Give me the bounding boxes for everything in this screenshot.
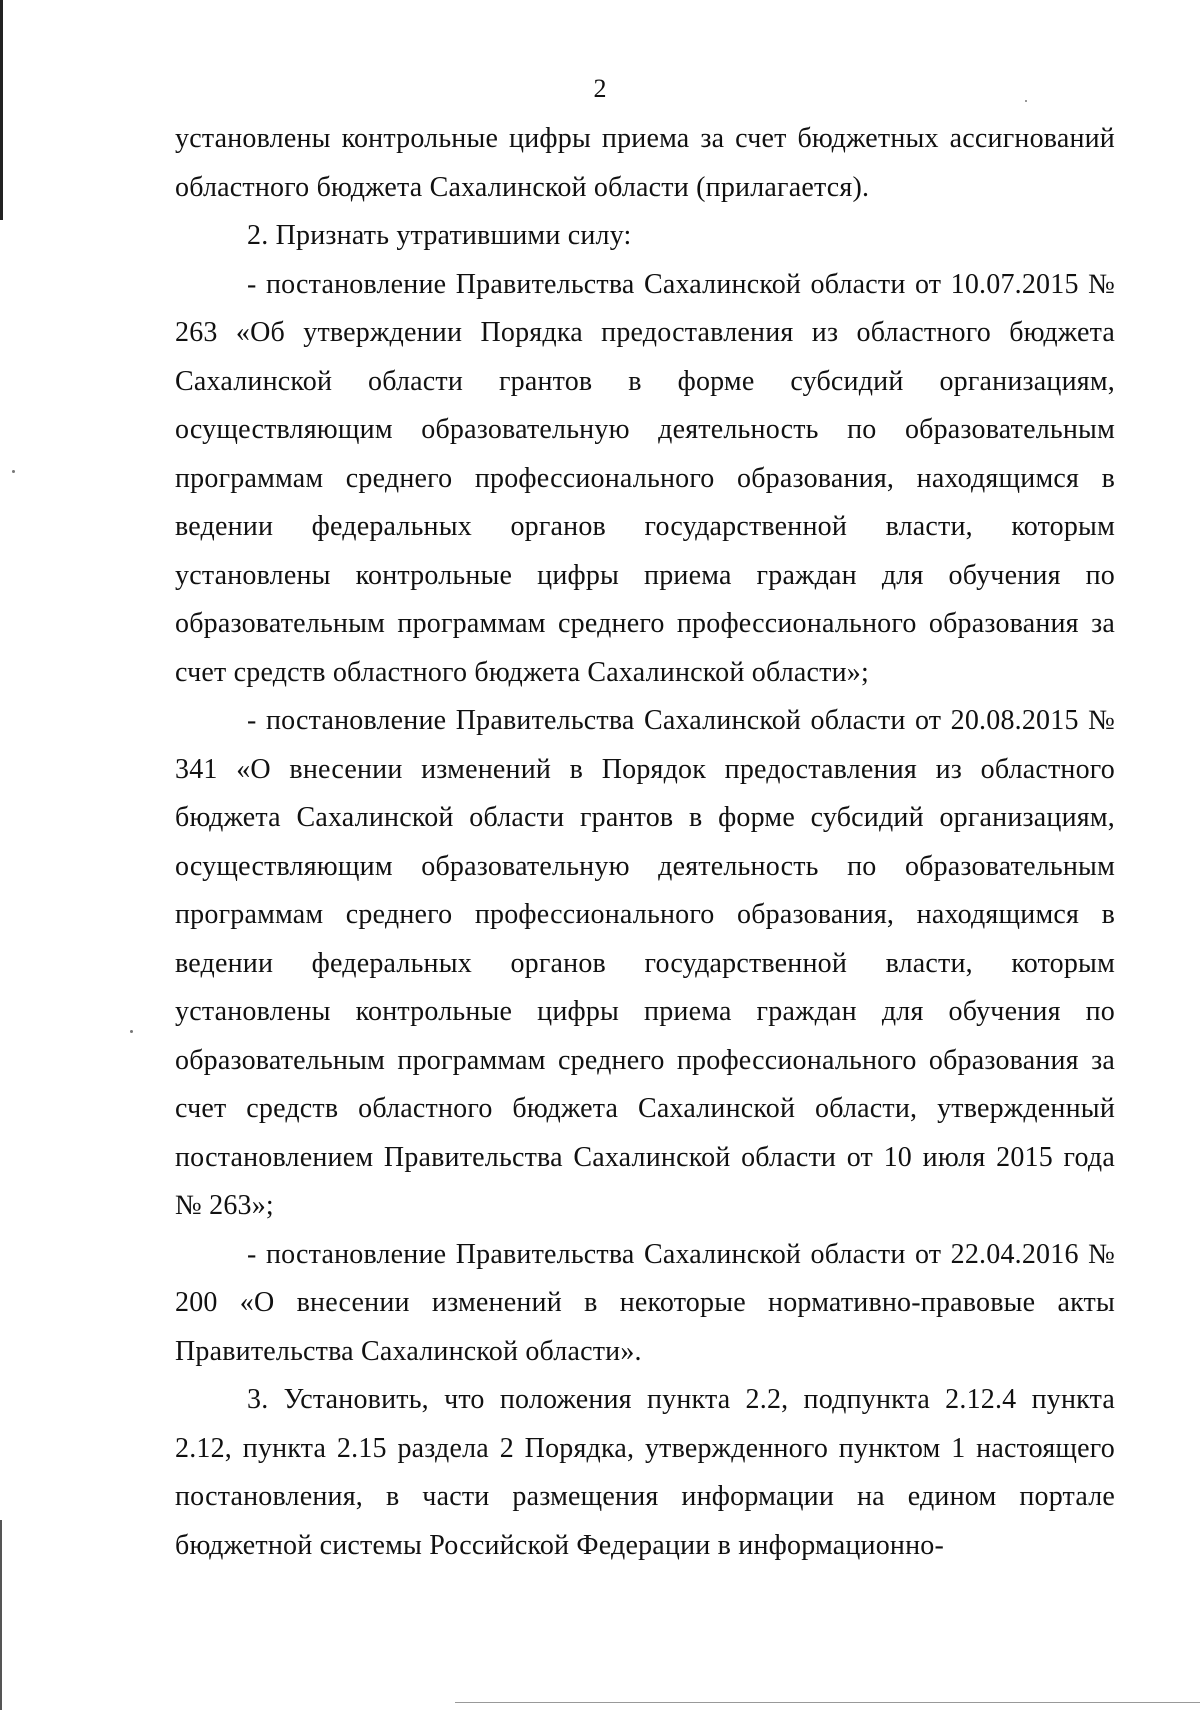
- scan-bottom-edge: [455, 1702, 1200, 1703]
- scan-speck: [1025, 100, 1027, 102]
- paragraph: - постановление Правительства Сахалинской области от 10.07.2015 № 263 «Об утверждении Порядка предоставления из областного бюджета Сахалинской области грантов в форме субсидий организациям, осуществляющим образовательную деятельность по образовательным программам среднего профессионального образования, находящимся в ведении федеральных органов государственной власти, которым установлены контрольные цифры приема граждан для обучения по образовательным программам среднего профессионального образования за счет средств областного бюджета Сахалинской области»;: [175, 268, 1115, 688]
- paragraph: 2. Признать утратившими силу:: [247, 220, 632, 251]
- paragraph: - постановление Правительства Сахалинской области от 22.04.2016 № 200 «О внесении изменений в некоторые нормативно-правовые акты Правительства Сахалинской области».: [175, 1238, 1115, 1367]
- scan-edge-mark: [0, 0, 3, 220]
- document-body: [175, 115, 1115, 1570]
- paragraph: 3. Установить, что положения пункта 2.2, подпункта 2.12.4 пункта 2.12, пункта 2.15 раздела 2 Порядка, утвержденного пунктом 1 настоящего постановления, в части размещения информации на едином портале бюджетной системы Российской Федерации в информационно-: [175, 1384, 1115, 1561]
- scan-edge-mark: [0, 1520, 2, 1710]
- paragraph: - постановление Правительства Сахалинской области от 20.08.2015 № 341 «О внесении изменений в Порядок предоставления из областного бюджета Сахалинской области грантов в форме субсидий организациям, осуществляющим образовательную деятельность по образовательным программам среднего профессионального образования, находящимся в ведении федеральных органов государственной власти, которым установлены контрольные цифры приема граждан для обучения по образовательным программам среднего профессионального образования за счет средств областного бюджета Сахалинской области, утвержденный постановлением Правительства Сахалинской области от 10 июля 2015 года № 263»;: [175, 705, 1115, 1221]
- paragraph: установлены контрольные цифры приема за счет бюджетных ассигнований областного бюджета Сахалинской области (прилагается).: [175, 123, 1115, 203]
- scan-speck: [130, 1030, 133, 1033]
- scan-speck: [12, 470, 15, 473]
- page-number: 2: [593, 74, 607, 103]
